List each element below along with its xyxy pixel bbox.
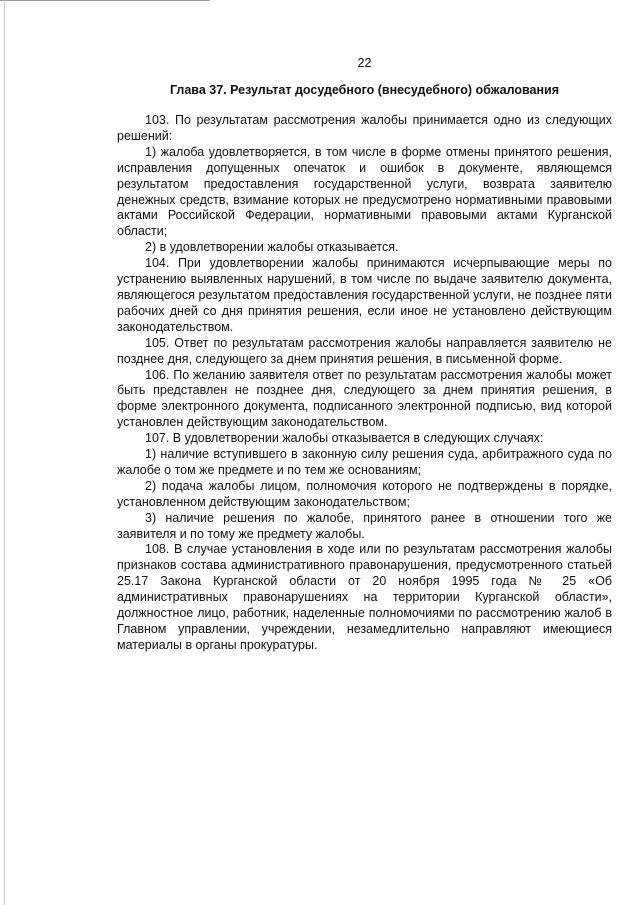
scan-edge-left	[4, 0, 5, 905]
paragraph-105: 105. Ответ по результатам рассмотрения жалобы направляется заявителю не позднее дня, следующего за днем принятия решения, в письменной форме.	[117, 335, 612, 366]
paragraph-104: 104. При удовлетворении жалобы принимаются исчерпывающие меры по устранению выявленных нарушений, в том числе по выдаче заявителю документа, являющегося результатом предоставления государственной услуги, не позднее пяти рабочих дней со дня принятия решения, если иное не установлено действующим законодательством.	[117, 256, 612, 334]
paragraph-107: 107. В удовлетворении жалобы отказывается в следующих случаях:	[145, 431, 544, 446]
paragraph-107-item-2: 2) подача жалобы лицом, полномочия которого не подтверждены в порядке, установленном действующим законодательством;	[117, 478, 612, 509]
paragraph-106: 106. По желанию заявителя ответ по результатам рассмотрения жалобы может быть представлен не позднее дня, следующего за днем принятия решения, в форме электронного документа, подписанного электронной подписью, вид которой установлен действующим законодательством.	[117, 367, 612, 430]
page-number: 22	[357, 56, 372, 70]
paragraph-103: 103. По результатам рассмотрения жалобы принимается одно из следующих решений:	[117, 113, 612, 143]
paragraph-103-item-1: 1) жалоба удовлетворяется, в том числе в форме отмены принятого решения, исправления допущенных опечаток и ошибок в документе, являющемся результатом предоставления государственной услуги, возврата заявителю денежных средств, взимание которых не предусмотрено нормативными правовыми актами Российской Федерации, нормативными правовыми актами Курганской области;	[117, 144, 612, 239]
paragraph-107-item-1: 1) наличие вступившего в законную силу решения суда, арбитражного суда по жалобе о том же предмете и по тем же основаниям;	[117, 447, 612, 477]
paragraph-108: 108. В случае установления в ходе или по результатам рассмотрения жалобы признаков состава административного правонарушения, предусмотренного статьей 25.17 Закона Курганской области от 20 ноября 1995 года № 25 «Об административных правонарушениях на территории Курганской области», должностное лицо, работник, наделенные полномочиями по рассмотрению жалоб в Главном управлении, учреждении, незамедлительно направляют имеющиеся материалы в органы прокуратуры.	[117, 542, 612, 652]
scan-edge-top	[0, 0, 210, 1]
document-page	[117, 56, 612, 654]
chapter-title: Глава 37. Результат досудебного (внесудебного) обжалования	[169, 83, 560, 97]
body-text	[117, 113, 612, 654]
paragraph-103-item-2: 2) в удовлетворении жалобы отказывается.	[145, 240, 399, 255]
paragraph-107-item-3: 3) наличие решения по жалобе, принятого ранее в отношении того же заявителя и по тому же предмету жалобы.	[117, 510, 612, 541]
